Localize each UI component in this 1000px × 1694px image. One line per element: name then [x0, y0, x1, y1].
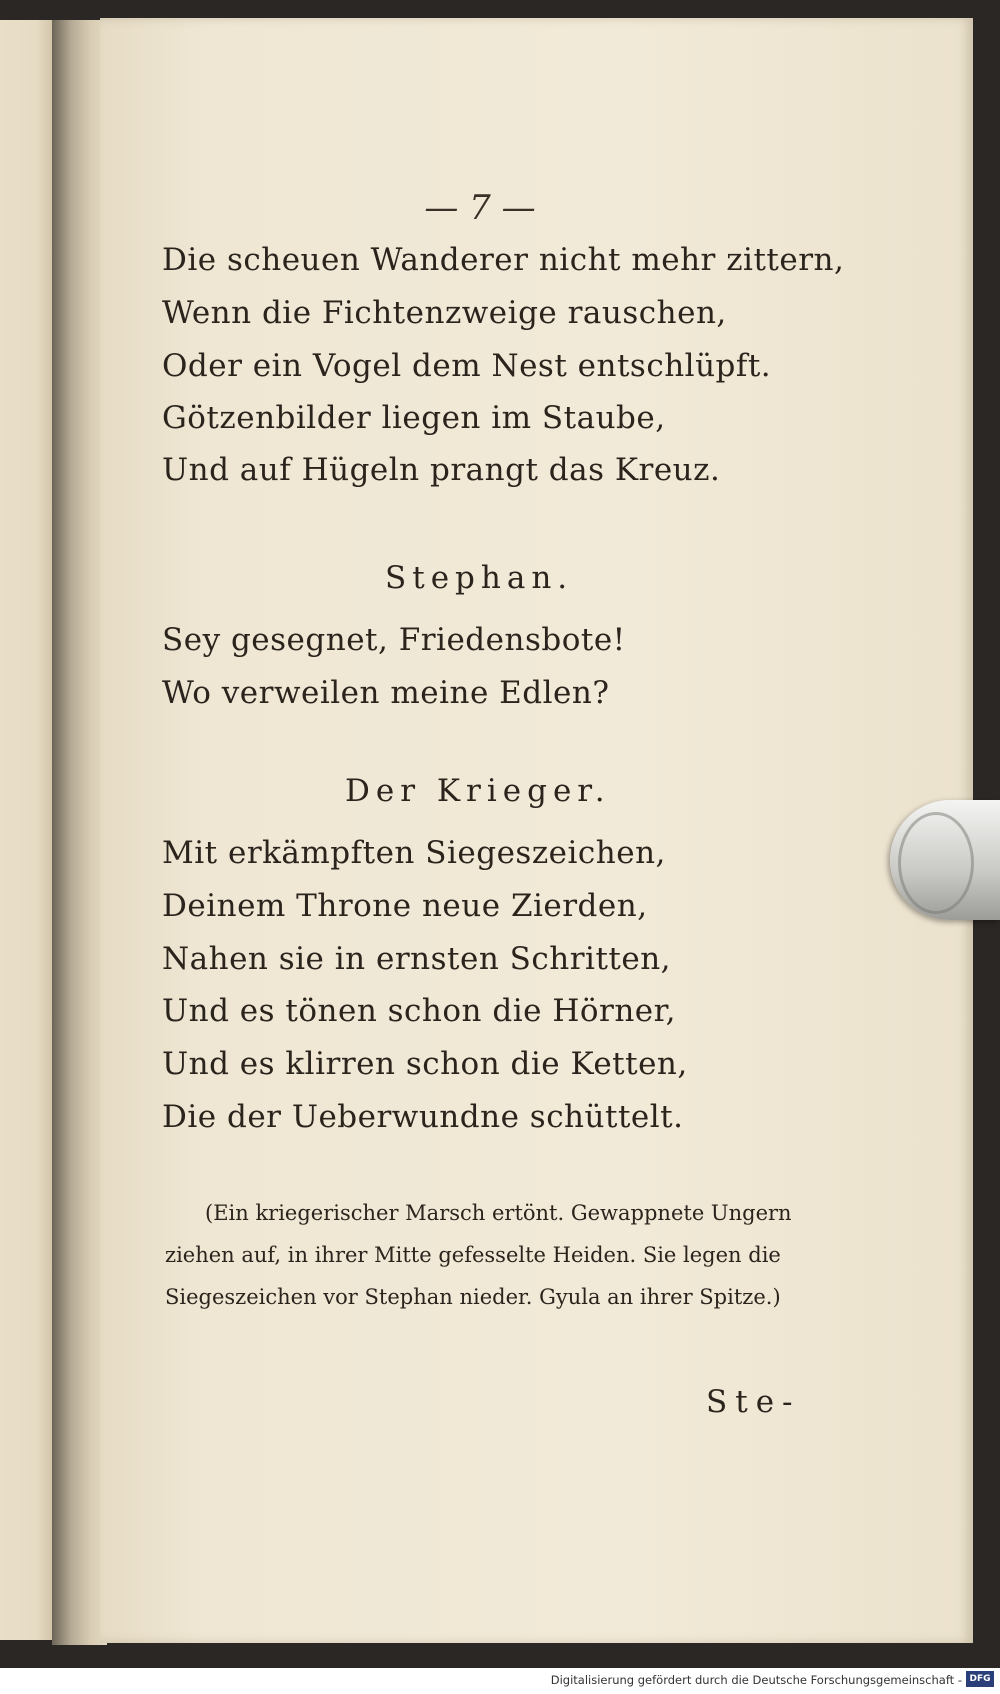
speaker-heading: Der Krieger. — [345, 773, 611, 809]
verse-line: Und es tönen schon die Hörner, — [162, 993, 676, 1029]
stage-direction: (Ein kriegerischer Marsch ertönt. Gewappnete Ungern ziehen auf, in ihrer Mitte gefesselte Heiden. Sie legen die Siegeszeichen vor Stephan nieder. Gyula an ihrer Spitze.) — [165, 1201, 792, 1309]
verse-line: Nahen sie in ernsten Schritten, — [162, 941, 672, 977]
page-number: — 7 — — [424, 188, 536, 228]
dfg-logo: DFG — [966, 1671, 994, 1687]
catchword: Ste- — [706, 1384, 801, 1420]
speaker-heading: Stephan. — [385, 560, 574, 596]
verse-line: Und auf Hügeln prangt das Kreuz. — [162, 452, 721, 488]
verse-line: Oder ein Vogel dem Nest entschlüpft. — [162, 348, 772, 384]
book-gutter — [52, 20, 107, 1645]
verse-line: Wo verweilen meine Edlen? — [162, 675, 610, 711]
verse-line: Die scheuen Wanderer nicht mehr zittern, — [162, 242, 845, 278]
page-clip-ring — [898, 812, 974, 914]
verse-line: Deinem Throne neue Zierden, — [162, 888, 648, 924]
verse-line: Mit erkämpften Siegeszeichen, — [162, 835, 666, 871]
left-page-edge — [0, 20, 52, 1640]
funding-notice: Digitalisierung gefördert durch die Deutsche Forschungsgemeinschaft - — [550, 1673, 962, 1687]
verse-line: Götzenbilder liegen im Staube, — [162, 400, 666, 436]
verse-line: Wenn die Fichtenzweige rauschen, — [162, 295, 727, 331]
verse-line: Und es klirren schon die Ketten, — [162, 1046, 688, 1082]
verse-line: Sey gesegnet, Friedensbote! — [162, 622, 626, 658]
verse-line: Die der Ueberwundne schüttelt. — [162, 1099, 684, 1135]
